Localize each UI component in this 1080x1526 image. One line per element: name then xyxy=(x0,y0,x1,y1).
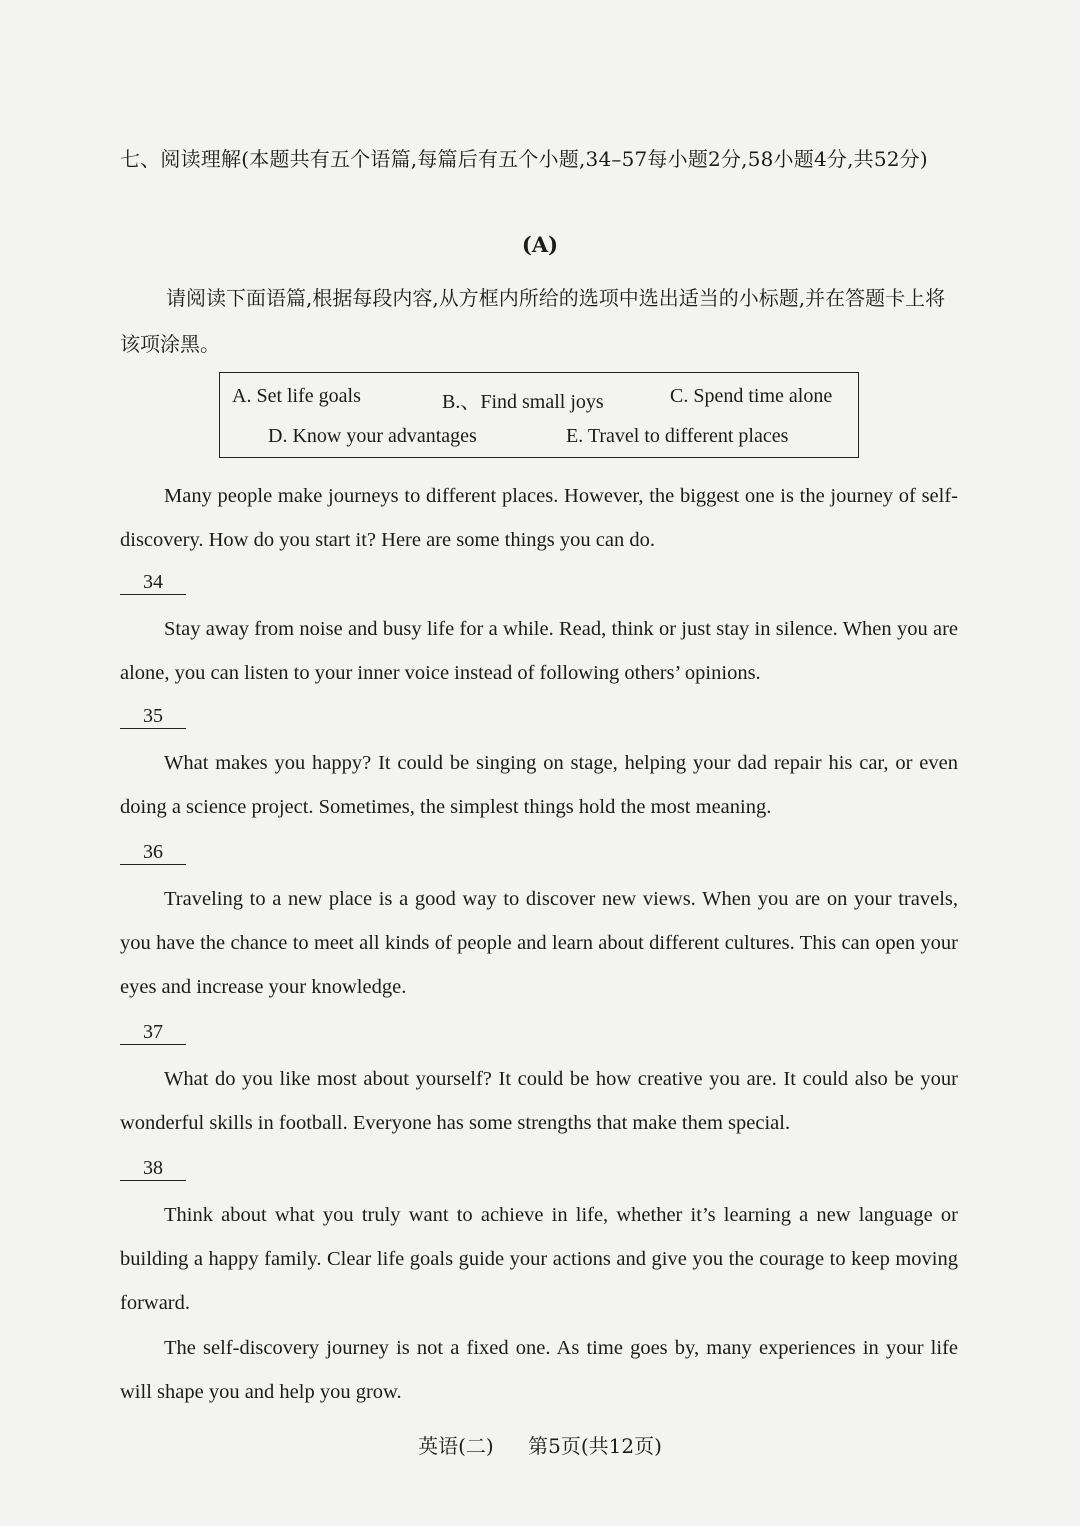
blank-37: 37 xyxy=(120,1020,186,1045)
instruction-text: 请阅读下面语篇,根据每段内容,从方框内所给的选项中选出适当的小标题,并在答题卡上将该项涂黑。 xyxy=(120,286,946,356)
option-e: E. Travel to different places xyxy=(566,425,789,447)
blank-38: 38 xyxy=(120,1156,186,1181)
blank-36: 36 xyxy=(120,840,186,865)
section-heading: 七、阅读理解(本题共有五个语篇,每篇后有五个小题,34–57每小题2分,58小题4分,共52分) xyxy=(120,147,928,171)
option-a: A. Set life goals xyxy=(232,385,361,407)
passage-label: (A) xyxy=(521,232,559,257)
page-footer xyxy=(0,1430,1080,1459)
option-d: D. Know your advantages xyxy=(268,425,477,447)
footer-page-number: 第5页(共12页) xyxy=(528,1434,662,1458)
intro-paragraph: Many people make journeys to different places. However, the biggest one is the journey of self-discovery. How do you start it? Here are some things you can do. xyxy=(120,485,958,551)
option-b: B.、Find small joys xyxy=(442,391,604,413)
paragraph-34: Stay away from noise and busy life for a while. Read, think or just stay in silence. When you are alone, you can listen to your inner voice instead of following others’ opinions. xyxy=(120,618,958,684)
paragraph-36: Traveling to a new place is a good way to discover new views. When you are on your travels, you have the chance to meet all kinds of people and learn about different cultures. This can open your eyes and increase your knowledge. xyxy=(120,888,958,998)
paragraph-38: Think about what you truly want to achieve in life, whether it’s learning a new language or building a happy family. Clear life goals guide your actions and give you the courage to keep moving forward. xyxy=(120,1204,958,1314)
paragraph-35: What makes you happy? It could be singing on stage, helping your dad repair his car, or even doing a science project. Sometimes, the simplest things hold the most meaning. xyxy=(120,752,958,818)
option-c: C. Spend time alone xyxy=(670,385,833,407)
paragraph-37: What do you like most about yourself? It could be how creative you are. It could also be your wonderful skills in football. Everyone has some strengths that make them special. xyxy=(120,1068,958,1134)
footer-subject: 英语(二) xyxy=(418,1434,494,1458)
blank-35: 35 xyxy=(120,704,186,729)
options-box xyxy=(219,372,859,458)
conclusion-paragraph: The self-discovery journey is not a fixed one. As time goes by, many experiences in your life will shape you and help you grow. xyxy=(120,1337,958,1403)
blank-34: 34 xyxy=(120,570,186,595)
